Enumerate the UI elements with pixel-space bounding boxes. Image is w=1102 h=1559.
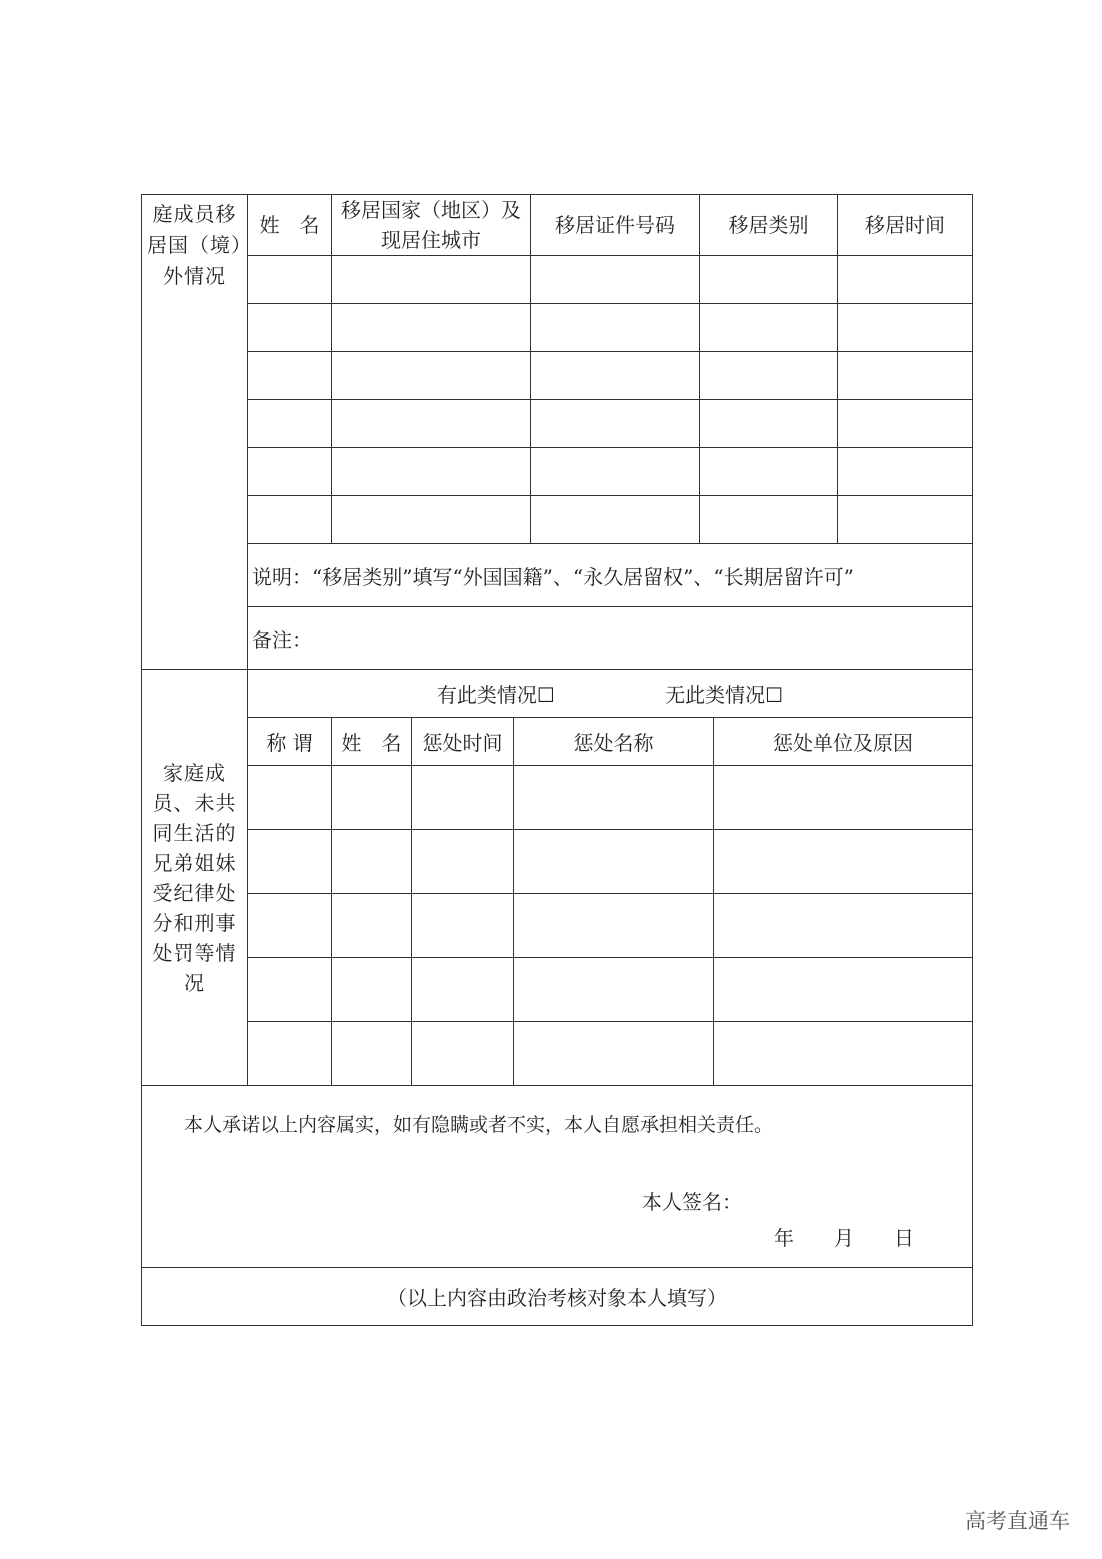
emigration-explanation-row — [142, 544, 973, 607]
emigration-row — [142, 400, 973, 448]
emigration-row — [142, 448, 973, 496]
emigration-cell-doc-no[interactable] — [531, 496, 700, 544]
emigration-row — [142, 304, 973, 352]
emigration-row — [142, 352, 973, 400]
emigration-cell-type[interactable] — [700, 400, 838, 448]
footer-row — [142, 1268, 973, 1326]
emigration-cell-country[interactable] — [332, 496, 531, 544]
discipline-cell-name[interactable] — [332, 766, 412, 830]
discipline-cell-title[interactable] — [514, 894, 714, 958]
emigration-cell-name[interactable] — [248, 496, 332, 544]
emigration-side-label: 庭成员移居国（境）外情况 — [142, 195, 248, 670]
emigration-cell-country[interactable] — [332, 400, 531, 448]
discipline-side-label: 家庭成员、未共同生活的兄弟姐妹受纪律处分和刑事处罚等情况 — [142, 670, 248, 1086]
option-no-checkbox[interactable]: 无此类情况☐ — [665, 683, 784, 707]
discipline-row — [142, 1022, 973, 1086]
discipline-header-row — [142, 718, 973, 766]
discipline-cell-unit-reason[interactable] — [714, 830, 973, 894]
discipline-cell-name[interactable] — [332, 894, 412, 958]
emigration-header-row — [142, 195, 973, 256]
emigration-cell-time[interactable] — [838, 400, 973, 448]
discipline-cell-name[interactable] — [332, 958, 412, 1022]
emigration-cell-doc-no[interactable] — [531, 304, 700, 352]
emigration-header-country: 移居国家（地区）及现居住城市 — [332, 195, 531, 256]
discipline-cell-title[interactable] — [514, 766, 714, 830]
political-review-form — [141, 194, 973, 1326]
emigration-cell-type[interactable] — [700, 304, 838, 352]
pledge-row — [142, 1086, 973, 1268]
signature-label[interactable]: 本人签名： — [642, 1190, 742, 1214]
emigration-cell-type[interactable] — [700, 448, 838, 496]
discipline-cell-relation[interactable] — [248, 958, 332, 1022]
emigration-cell-type[interactable] — [700, 496, 838, 544]
date-label[interactable]: 年 月 日 — [774, 1226, 914, 1250]
discipline-cell-time[interactable] — [412, 894, 514, 958]
discipline-cell-relation[interactable] — [248, 1022, 332, 1086]
discipline-cell-title[interactable] — [514, 1022, 714, 1086]
discipline-cell-unit-reason[interactable] — [714, 1022, 973, 1086]
emigration-row — [142, 256, 973, 304]
emigration-header-name: 姓 名 — [248, 195, 332, 256]
discipline-cell-name[interactable] — [332, 1022, 412, 1086]
discipline-cell-unit-reason[interactable] — [714, 766, 973, 830]
emigration-cell-time[interactable] — [838, 256, 973, 304]
emigration-cell-name[interactable] — [248, 400, 332, 448]
emigration-cell-time[interactable] — [838, 448, 973, 496]
emigration-cell-name[interactable] — [248, 304, 332, 352]
discipline-header-time: 惩处时间 — [412, 718, 514, 766]
discipline-cell-time[interactable] — [412, 830, 514, 894]
emigration-remarks[interactable]: 备注： — [248, 607, 973, 670]
emigration-cell-country[interactable] — [332, 352, 531, 400]
discipline-cell-unit-reason[interactable] — [714, 894, 973, 958]
emigration-cell-country[interactable] — [332, 448, 531, 496]
emigration-cell-doc-no[interactable] — [531, 448, 700, 496]
discipline-row — [142, 894, 973, 958]
emigration-cell-country[interactable] — [332, 304, 531, 352]
emigration-explanation: 说明：“移居类别”填写“外国国籍”、“永久居留权”、“长期居留许可” — [248, 544, 973, 607]
emigration-header-type: 移居类别 — [700, 195, 838, 256]
discipline-header-name: 姓 名 — [332, 718, 412, 766]
discipline-row — [142, 958, 973, 1022]
discipline-cell-time[interactable] — [412, 958, 514, 1022]
discipline-options — [248, 670, 973, 718]
discipline-cell-relation[interactable] — [248, 894, 332, 958]
emigration-cell-type[interactable] — [700, 352, 838, 400]
discipline-cell-title[interactable] — [514, 958, 714, 1022]
footer-note: （以上内容由政治考核对象本人填写） — [142, 1268, 973, 1326]
option-yes-checkbox[interactable]: 有此类情况☐ — [436, 683, 555, 707]
discipline-cell-name[interactable] — [332, 830, 412, 894]
watermark-text: 高考直通车 — [965, 1509, 1070, 1533]
emigration-header-doc-no: 移居证件号码 — [531, 195, 700, 256]
pledge-cell — [142, 1086, 973, 1268]
emigration-cell-name[interactable] — [248, 256, 332, 304]
discipline-header-title: 惩处名称 — [514, 718, 714, 766]
emigration-cell-time[interactable] — [838, 496, 973, 544]
emigration-cell-doc-no[interactable] — [531, 352, 700, 400]
discipline-cell-relation[interactable] — [248, 766, 332, 830]
discipline-row — [142, 830, 973, 894]
discipline-header-unit-reason: 惩处单位及原因 — [714, 718, 973, 766]
emigration-cell-country[interactable] — [332, 256, 531, 304]
emigration-cell-time[interactable] — [838, 304, 973, 352]
emigration-header-time: 移居时间 — [838, 195, 973, 256]
emigration-cell-name[interactable] — [248, 352, 332, 400]
discipline-header-relation: 称 谓 — [248, 718, 332, 766]
emigration-cell-name[interactable] — [248, 448, 332, 496]
emigration-remarks-row — [142, 607, 973, 670]
form-sheet — [141, 194, 972, 1326]
discipline-cell-relation[interactable] — [248, 830, 332, 894]
emigration-cell-time[interactable] — [838, 352, 973, 400]
discipline-row — [142, 766, 973, 830]
discipline-cell-time[interactable] — [412, 1022, 514, 1086]
emigration-cell-doc-no[interactable] — [531, 400, 700, 448]
discipline-cell-title[interactable] — [514, 830, 714, 894]
discipline-options-row — [142, 670, 973, 718]
emigration-row — [142, 496, 973, 544]
emigration-cell-doc-no[interactable] — [531, 256, 700, 304]
discipline-cell-time[interactable] — [412, 766, 514, 830]
pledge-statement: 本人承诺以上内容属实，如有隐瞒或者不实，本人自愿承担相关责任。 — [184, 1114, 774, 1136]
emigration-cell-type[interactable] — [700, 256, 838, 304]
discipline-cell-unit-reason[interactable] — [714, 958, 973, 1022]
